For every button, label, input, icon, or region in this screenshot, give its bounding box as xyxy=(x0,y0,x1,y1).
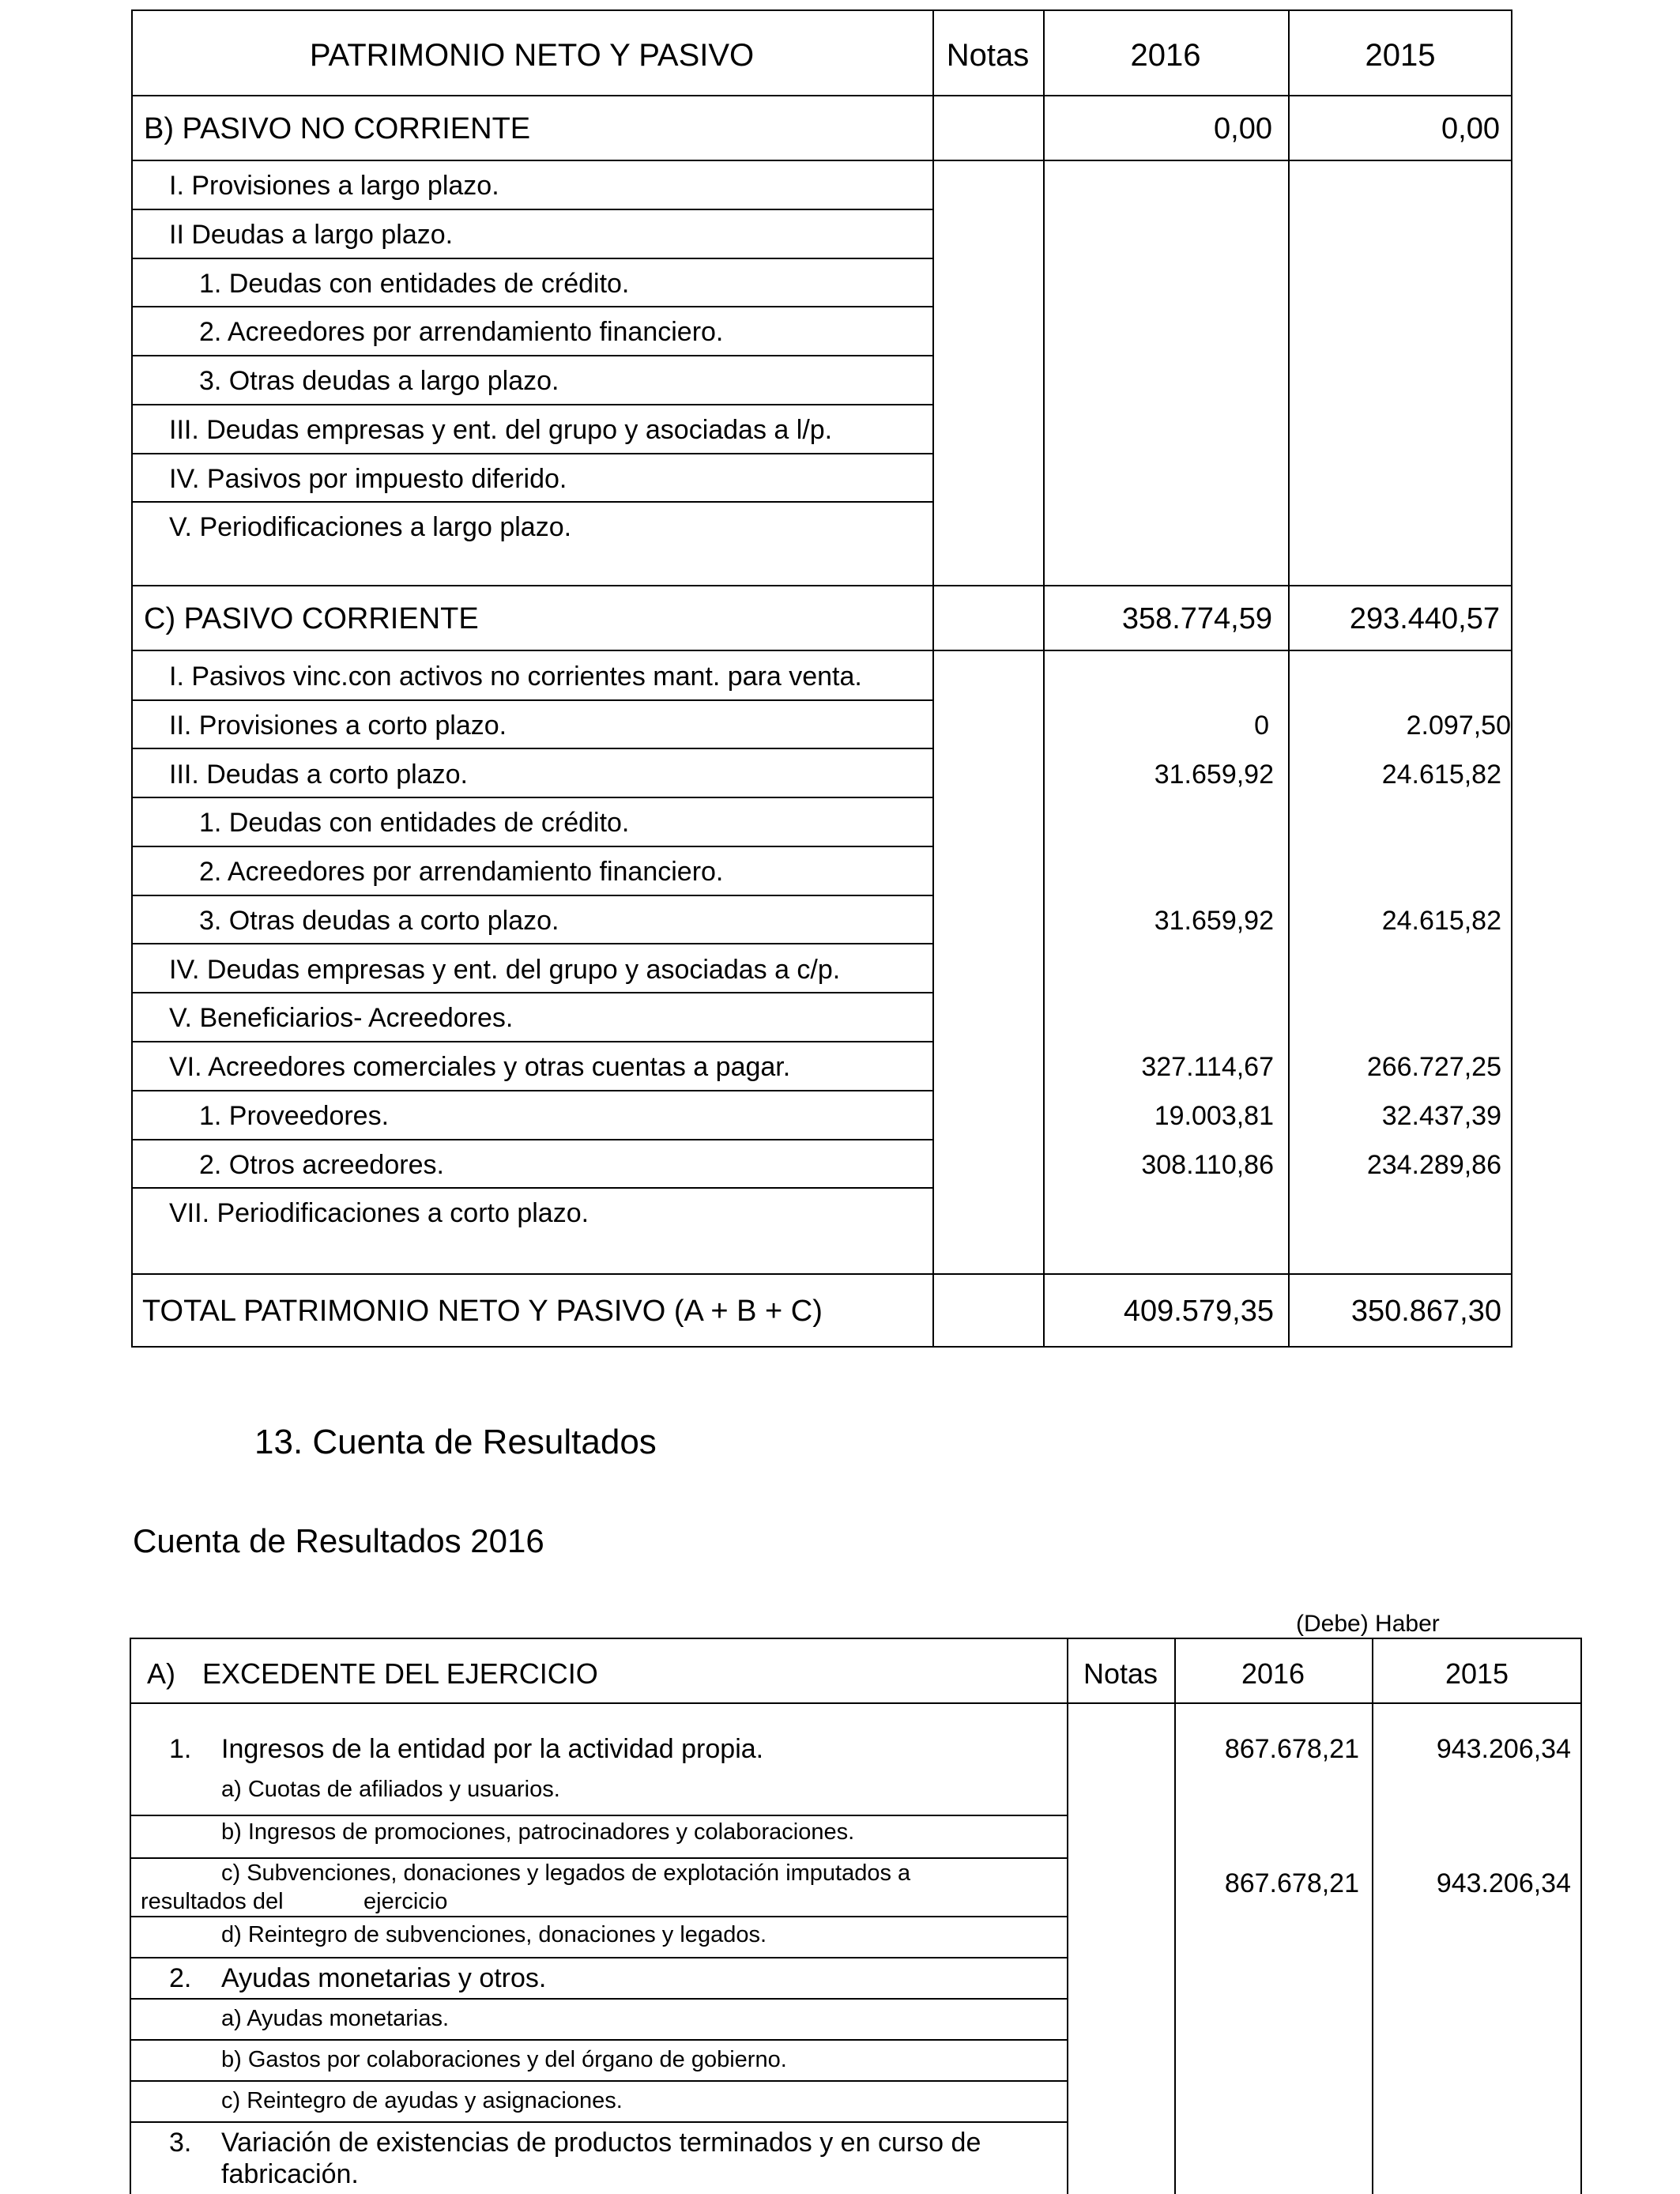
row-divider xyxy=(131,650,1512,651)
section-label-pasivo-no-corriente: B) PASIVO NO CORRIENTE xyxy=(144,112,531,145)
table-border-right xyxy=(1580,1638,1582,2194)
row-divider xyxy=(131,1139,932,1140)
row-label: I. Provisiones a largo plazo. xyxy=(169,171,499,201)
row-divider xyxy=(130,2080,1067,2082)
row-divider xyxy=(131,306,932,307)
row-divider xyxy=(131,797,932,798)
value-2015: 234.289,86 xyxy=(1366,1150,1501,1180)
row-label: 2. Acreedores por arrendamiento financiero. xyxy=(199,857,724,887)
row-divider xyxy=(131,258,932,259)
subitem-label: a) Ayudas monetarias. xyxy=(221,2006,450,2031)
row-label: VII. Periodificaciones a corto plazo. xyxy=(169,1198,590,1228)
row-label: 2. Acreedores por arrendamiento financiero. xyxy=(199,317,724,347)
row-divider xyxy=(131,1273,1512,1275)
table-header-title: PATRIMONIO NETO Y PASIVO xyxy=(309,38,755,73)
subitem-label: b) Ingresos de promociones, patrocinadores y colaboraciones. xyxy=(221,1819,855,1845)
results-header-notes: Notas xyxy=(1083,1657,1158,1690)
row-label: 1. Proveedores. xyxy=(199,1101,390,1131)
row-label: IV. Pasivos por impuesto diferido. xyxy=(169,464,567,494)
value-2015: 0,00 xyxy=(1441,112,1500,145)
results-header-prefix: A) xyxy=(147,1657,175,1690)
value-2016: 327.114,67 xyxy=(1141,1052,1274,1082)
row-label: 1. Deudas con entidades de crédito. xyxy=(199,269,630,299)
row-label: III. Deudas empresas y ent. del grupo y asociadas a l/p. xyxy=(169,415,833,445)
value-2015: 24.615,82 xyxy=(1381,760,1501,790)
item-label: Variación de existencias de productos terminados y en curso de xyxy=(221,2128,981,2158)
subheading: Cuenta de Resultados 2016 xyxy=(133,1522,544,1559)
row-divider xyxy=(131,585,1512,586)
row-divider xyxy=(131,1187,932,1189)
row-divider xyxy=(130,2121,1067,2123)
total-value-2015: 350.867,30 xyxy=(1350,1295,1501,1328)
debe-haber-caption: (Debe) Haber xyxy=(1296,1611,1440,1637)
row-label: 3. Otras deudas a largo plazo. xyxy=(199,366,559,396)
row-divider xyxy=(130,1857,1067,1859)
value-2016: 0,00 xyxy=(1214,112,1272,145)
row-label: V. Periodificaciones a largo plazo. xyxy=(169,512,572,542)
value-2015: 266.727,25 xyxy=(1366,1052,1501,1082)
subitem-label: resultados del xyxy=(141,1889,284,1914)
column-divider-2015 xyxy=(1288,9,1290,1348)
row-divider xyxy=(131,501,932,503)
results-header-2016: 2016 xyxy=(1241,1657,1305,1690)
column-divider-notes xyxy=(1067,1638,1068,2194)
section-heading: 13. Cuenta de Resultados xyxy=(254,1423,657,1461)
row-divider xyxy=(130,1916,1067,1917)
column-divider-2016 xyxy=(1174,1638,1176,2194)
item-label: fabricación. xyxy=(221,2159,359,2189)
value-2016: 358.774,59 xyxy=(1121,602,1272,635)
subitem-label: b) Gastos por colaboraciones y del órgano de gobierno. xyxy=(221,2047,787,2072)
row-divider xyxy=(131,943,932,944)
row-label: V. Beneficiarios- Acreedores. xyxy=(169,1003,514,1033)
item-number: 1. xyxy=(169,1734,192,1764)
subitem-label: a) Cuotas de afiliados y usuarios. xyxy=(221,1777,560,1802)
column-divider-2016 xyxy=(1043,9,1045,1348)
results-header-title: EXCEDENTE DEL EJERCICIO xyxy=(202,1657,598,1690)
row-label: VI. Acreedores comerciales y otras cuentas a pagar. xyxy=(169,1052,791,1082)
value-2016: 31.659,92 xyxy=(1154,760,1274,790)
balance-table xyxy=(131,9,1512,1348)
row-divider xyxy=(130,2039,1067,2041)
subitem-label: d) Reintegro de subvenciones, donaciones y legados. xyxy=(221,1922,767,1947)
row-divider xyxy=(130,1998,1067,2000)
value-2016: 867.678,21 xyxy=(1224,1868,1359,1898)
row-divider xyxy=(131,699,932,701)
subitem-label: c) Reintegro de ayudas y asignaciones. xyxy=(221,2088,623,2113)
column-divider-2015 xyxy=(1372,1638,1373,2194)
section-label-pasivo-corriente: C) PASIVO CORRIENTE xyxy=(144,602,479,635)
item-number: 3. xyxy=(169,2128,192,2158)
row-label: II. Provisiones a corto plazo. xyxy=(169,711,507,741)
row-divider xyxy=(131,992,932,993)
row-divider xyxy=(130,1815,1067,1816)
table-border-top xyxy=(131,9,1512,11)
row-label: II Deudas a largo plazo. xyxy=(169,220,454,250)
row-divider xyxy=(130,1702,1582,1704)
results-table xyxy=(130,1638,1582,2194)
row-divider xyxy=(131,95,1512,96)
value-2016: 31.659,92 xyxy=(1154,906,1274,936)
value-2015: 293.440,57 xyxy=(1349,602,1500,635)
row-divider xyxy=(131,355,932,356)
item-number: 2. xyxy=(169,1963,192,1993)
row-label: IV. Deudas empresas y ent. del grupo y asociadas a c/p. xyxy=(169,955,841,985)
value-2016: 308.110,86 xyxy=(1141,1150,1274,1180)
subitem-label: c) Subvenciones, donaciones y legados de explotación imputados a xyxy=(221,1860,911,1886)
subitem-label: ejercicio xyxy=(363,1889,448,1914)
row-label: 2. Otros acreedores. xyxy=(199,1150,444,1180)
value-2015: 24.615,82 xyxy=(1381,906,1501,936)
row-divider xyxy=(131,209,932,210)
value-2015: 32.437,39 xyxy=(1381,1101,1501,1131)
row-divider xyxy=(131,160,1512,161)
value-2016: 0 xyxy=(1254,711,1269,741)
value-2016: 19.003,81 xyxy=(1154,1101,1274,1131)
value-2015: 943.206,34 xyxy=(1436,1734,1571,1764)
row-label: III. Deudas a corto plazo. xyxy=(169,760,468,790)
item-label: Ingresos de la entidad por la actividad propia. xyxy=(221,1734,764,1764)
table-border-right xyxy=(1511,9,1512,1348)
results-header-2015: 2015 xyxy=(1445,1657,1509,1690)
table-header-2016: 2016 xyxy=(1130,38,1201,73)
row-label: 3. Otras deudas a corto plazo. xyxy=(199,906,559,936)
row-label: 1. Deudas con entidades de crédito. xyxy=(199,808,630,838)
row-divider xyxy=(131,895,932,896)
row-divider xyxy=(130,1957,1067,1958)
row-divider xyxy=(131,748,932,749)
row-divider xyxy=(131,404,932,405)
table-border-bottom xyxy=(131,1346,1512,1348)
value-2016: 867.678,21 xyxy=(1224,1734,1359,1764)
total-value-2016: 409.579,35 xyxy=(1123,1295,1274,1328)
row-label: I. Pasivos vinc.con activos no corrientes mant. para venta. xyxy=(169,662,862,692)
value-2015: 943.206,34 xyxy=(1436,1868,1571,1898)
table-header-2015: 2015 xyxy=(1365,38,1436,73)
value-2015: 2.097,50 xyxy=(1406,711,1511,741)
total-label: TOTAL PATRIMONIO NETO Y PASIVO (A + B + C) xyxy=(142,1295,823,1328)
table-border-top xyxy=(130,1638,1582,1639)
row-divider xyxy=(131,1090,932,1091)
row-divider xyxy=(131,1041,932,1042)
row-divider xyxy=(131,453,932,454)
column-divider-notes xyxy=(932,9,934,1348)
table-header-notes: Notas xyxy=(946,38,1030,73)
row-divider xyxy=(131,846,932,847)
item-label: Ayudas monetarias y otros. xyxy=(221,1963,547,1993)
